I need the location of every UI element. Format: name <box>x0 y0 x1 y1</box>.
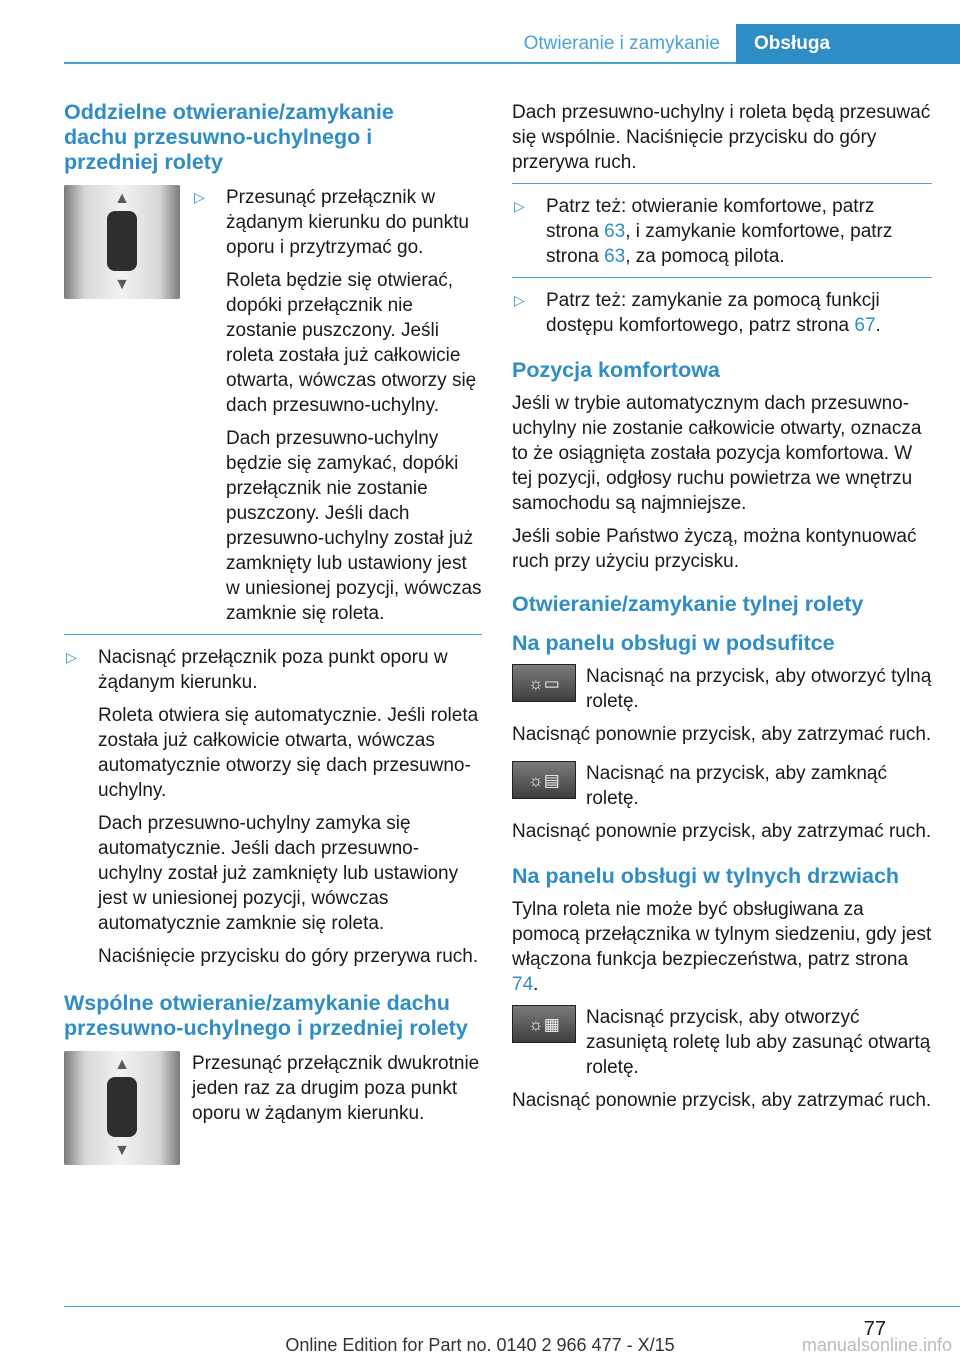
bullet-triangle-icon: ▷ <box>194 189 205 205</box>
right-column <box>512 100 932 1121</box>
header-section: Otwieranie i zamykanie <box>523 33 720 54</box>
bullet-triangle-icon: ▷ <box>514 292 525 308</box>
paragraph: Jeśli sobie Państwo życzą, można kontynuować ruch przy użyciu przycisku. <box>512 526 917 572</box>
left-column <box>64 100 482 1165</box>
joint-text: Przesunąć przełącznik dwukrotnie jeden raz za drugim poza punkt oporu w żądanym kierunku. <box>192 1053 480 1124</box>
bullet-item: ▷ Patrz też: otwieranie komfortowe, patrz strona 63, i zamykanie komfortowe, patrz strona 63, za pomocą pilota. <box>514 196 893 267</box>
paragraph: Dach przesuwno-uchylny będzie się zamykać, dopóki przełącznik nie zostanie puszczony. Jeśli dach przesuwno-uchylny został już zamknięty lub ustawiony jest w uniesionej pozycji, wówczas zamknie się roleta. <box>226 428 482 624</box>
paragraph: Tylna roleta nie może być obsługiwana za pomocą przełącznika w tylnym siedzeniu, gdy jest włączona funkcja bezpieczeństwa, patrz strona 74. <box>512 899 932 995</box>
paragraph: Roleta otwiera się automatycznie. Jeśli roleta została już całkowicie otwarta, wówczas automatycznie otworzy się dach przesuwno-uchylny. <box>98 705 479 801</box>
paragraph: Nacisnąć ponownie przycisk, aby zatrzymać ruch. <box>512 724 932 745</box>
rear-blind-toggle-button-icon: ☼▦ <box>512 1005 576 1043</box>
edition-footer: Online Edition for Part no. 0140 2 966 477 - X/15 <box>285 1335 675 1355</box>
separate-block <box>64 185 482 634</box>
page-number: 77 <box>863 1318 886 1340</box>
paragraph: Roleta będzie się otwierać, dopóki przełącznik nie zostanie puszczony. Jeśli roleta została już całkowicie otwarta, wówczas otworzy się dach przesuwno-uchylny. <box>226 270 477 416</box>
heading-ceiling-panel: Na panelu obsługi w podsufitce <box>512 631 835 655</box>
heading-comfort: Pozycja komfortowa <box>512 358 720 382</box>
paragraph: Nacisnąć ponownie przycisk, aby zatrzymać ruch. <box>512 1090 932 1111</box>
joint-block <box>64 1051 482 1165</box>
heading-joint: Wspólne otwieranie/zamykanie dachu przesuwno-uchylnego i przedniej rolety <box>64 991 468 1040</box>
paragraph: Naciśnięcie przycisku do góry przerywa ruch. <box>98 946 479 967</box>
roof-switch-image <box>64 1051 180 1165</box>
rear-blind-open-button-icon: ☼▭ <box>512 664 576 702</box>
header-chapter: Obsługa <box>736 24 960 64</box>
button-block <box>512 664 932 722</box>
heading-rear: Otwieranie/zamykanie tylnej rolety <box>512 592 864 616</box>
bullet-triangle-icon: ▷ <box>514 198 525 214</box>
button-block <box>512 761 932 819</box>
paragraph: Nacisnąć na przycisk, aby zamknąć roletę. <box>586 763 887 809</box>
arrow-up-icon: ▲ <box>114 1056 130 1073</box>
bullet-triangle-icon: ▷ <box>66 649 77 665</box>
paragraph: Dach przesuwno-uchylny i roleta będą przesuwać się wspólnie. Naciśnięcie przycisku do góry przerywa ruch. <box>512 102 931 173</box>
heading-separate: Oddzielne otwieranie/zamykanie dachu przesuwno-uchylnego i przedniej rolety <box>64 100 394 174</box>
page-link[interactable]: 74 <box>512 974 534 995</box>
arrow-down-icon: ▼ <box>114 1142 130 1159</box>
paragraph: Nacisnąć przycisk, aby otworzyć zasuniętą roletę lub aby zasunąć otwartą roletę. <box>586 1007 931 1078</box>
footer-rule <box>64 1306 960 1307</box>
button-block <box>512 1005 932 1088</box>
switch-icon <box>107 1077 137 1137</box>
bullet-item: ▷ Patrz też: zamykanie za pomocą funkcji dostępu komfortowego, patrz strona 67. <box>514 290 881 336</box>
bullet-separator <box>512 277 932 278</box>
arrow-up-icon: ▲ <box>114 190 130 207</box>
heading-door-panel: Na panelu obsługi w tylnych drzwiach <box>512 864 900 888</box>
watermark: manualsonline.info <box>801 1335 952 1355</box>
page-link[interactable]: 67 <box>854 315 876 336</box>
roof-switch-image <box>64 185 180 299</box>
paragraph: Jeśli w trybie automatycznym dach przesuwno-uchylny nie zostanie całkowicie otwarty, oznacza to że osiągnięta została pozycja komfortowa. W tej pozycji, odgłosy ruchu powietrza we wnętrzu samochodu są najmniejsze. <box>512 393 922 514</box>
rear-blind-close-button-icon: ☼▤ <box>512 761 576 799</box>
bullet-separator <box>64 634 482 635</box>
bullet-separator <box>512 183 932 184</box>
arrow-down-icon: ▼ <box>114 276 130 293</box>
page-link[interactable]: 63 <box>604 246 626 267</box>
paragraph: Dach przesuwno-uchylny zamyka się automatycznie. Jeśli dach przesuwno-uchylny został już zamknięty lub ustawiony jest w uniesionej pozycji, wówczas automatycznie zamknie się roleta. <box>98 813 459 934</box>
paragraph: Nacisnąć ponownie przycisk, aby zatrzymać ruch. <box>512 821 932 842</box>
bullet-item: ▷ Przesunąć przełącznik w żądanym kierunku do punktu oporu i przytrzymać go. <box>194 187 469 258</box>
paragraph: Nacisnąć na przycisk, aby otworzyć tylną roletę. <box>586 666 932 712</box>
switch-icon <box>107 211 137 271</box>
page-link[interactable]: 63 <box>604 221 626 242</box>
bullet-item: ▷ Nacisnąć przełącznik poza punkt oporu w żądanym kierunku. <box>66 647 448 693</box>
